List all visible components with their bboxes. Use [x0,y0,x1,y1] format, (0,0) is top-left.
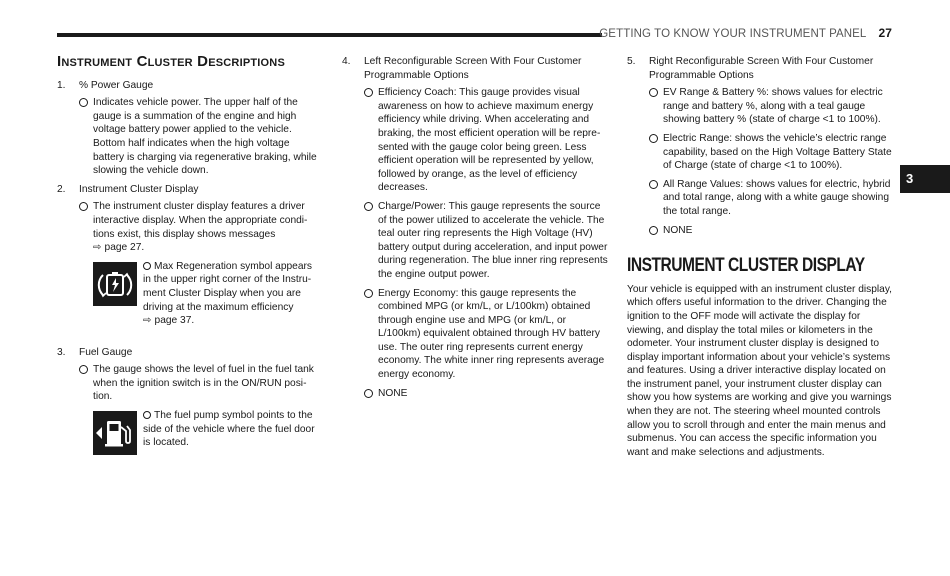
bullet-text: Efficiency Coach: This gauge provides visual awareness on how to achieve maximum energy efficiency while driving. When accelerating and braking, the most efficient operation will be repre-sented with the gauge color being green. Less efficient operation will be represented by yellow, followed by orange, as the level of efficiency decreases. [378,87,601,194]
bullet-text: The instrument cluster display features a driver interactive display. When the appropriate condi-tions exist, this display shows messages [93,201,308,240]
arrow-right-icon: ⇨ [93,242,102,254]
item-title: Left Reconfigurable Screen With Four Customer Programmable Options [364,56,582,81]
page-ref-text: page 27. [104,242,145,254]
item-title: Fuel Gauge [79,346,133,358]
item-title: Instrument Cluster Display [79,183,199,195]
bullet [79,200,322,254]
column-1 [57,55,322,463]
bullet-circle-icon [79,363,93,404]
item-number: 4. [342,56,351,67]
bullet [364,287,608,382]
icon-row-max-regeneration [93,260,322,328]
bullet [364,200,608,282]
bullet [79,363,322,404]
arrow-right-icon: ⇨ [143,315,152,327]
bullet-circle-icon [649,86,663,127]
chapter-tab: 3 [900,165,950,193]
list-item-4 [342,55,608,82]
page-reference[interactable] [93,241,322,255]
item-number: 2. [57,183,66,195]
bullet-text: Energy Economy: this gauge represents the combined MPG (or km/L, or L/100km) obtained through engine use and MPG (or km/L, or L/100km) equivalent obtained through HV battery use. The outer ring represents current energy economy. The white inner ring represents average energy economy. [378,287,605,381]
bullet-circle-icon [143,262,151,270]
bullet [649,86,893,127]
bullet-text: Charge/Power: This gauge represents the source of the power utilized to accelerate the vehicle. The teal outer ring represents the High Voltage (HV) battery output during acceleration, and input power during regeneration. The blue inner ring represents the engine output power. [378,200,608,280]
icon-row-fuel-pump [93,409,322,455]
bullet-circle-icon [364,86,378,195]
bullet-circle-icon [364,287,378,382]
top-rule [57,33,602,37]
bullet-circle-icon [79,200,93,254]
bullet-circle-icon [649,224,663,238]
item-number: 3. [57,346,66,358]
list-item-2 [57,183,322,197]
bullet [79,96,322,178]
fuel-pump-icon [93,411,137,455]
body-paragraph: Your vehicle is equipped with an instrument cluster display, which offers useful information to the driver. Changing the ignition to the OFF mode will activate the display for viewing, and display the total miles or kilometers in the odometer. Your instrument cluster display is designed to display important information about your vehicle’s systems and features. Using a driver interactive display located on the instrument panel, your instrument cluster display can show you how systems are working and give you warnings when they are not. The steering wheel mounted controls allow you to scroll through and enter the main menus and submenus. You can access the specific information you want and make selections and adjustments. [627,283,893,458]
bullet [649,178,893,219]
item-title: % Power Gauge [79,79,154,91]
running-title: GETTING TO KNOW YOUR INSTRUMENT PANEL [599,28,867,40]
item-title: Right Reconfigurable Screen With Four Customer Programmable Options [649,56,874,81]
list-item-5 [627,55,893,82]
bullet [649,224,893,238]
column-2 [342,55,608,405]
bullet-circle-icon [364,387,378,401]
bullet-text: EV Range & Battery %: shows values for electric range and battery %, along with a teal gauge showing battery % (state of charge <1 to 100%). [663,87,883,126]
page-ref-text: page 37. [154,315,195,327]
bullet-circle-icon [143,411,151,419]
bullet-text: Electric Range: shows the vehicle’s electric range capability, based on the High Voltage Battery State of Charge (state of charge <1 to 100%). [663,132,892,172]
max-regeneration-icon [93,262,137,306]
bullet-circle-icon [364,200,378,282]
column-3 [627,55,893,459]
icon-description: Max Regeneration symbol appears in the upper right corner of the Instru-ment Cluster Display when you are driving at the maximum efficiency [143,260,312,313]
section-title-cluster-display: INSTRUMENT CLUSTER DISPLAY [627,255,865,277]
bullet-circle-icon [649,178,663,219]
item-number: 1. [57,79,66,91]
running-header [599,26,892,40]
page-number: 27 [878,26,892,40]
bullet-text: NONE [378,387,408,399]
bullet-text: NONE [663,224,693,236]
bullet-text: The gauge shows the level of fuel in the fuel tank when the ignition switch is in the ON/RUN posi-tion. [93,364,314,403]
section-title-cluster-descriptions: Instrument Cluster Descriptions [57,53,285,70]
icon-description: The fuel pump symbol points to the side of the vehicle where the fuel door is located. [143,410,315,449]
bullet [649,132,893,173]
bullet [364,387,608,401]
list-item-1 [57,79,322,93]
bullet-text: All Range Values: shows values for electric, hybrid and total range, along with a white gauge showing the total range. [663,178,891,217]
list-item-3 [57,346,322,360]
bullet [364,86,608,195]
bullet-text: Indicates vehicle power. The upper half of the gauge is a summation of the engine and high voltage battery power applied to the vehicle. Bottom half indicates when the high voltage battery is charging via regenerative braking, while slowing the vehicle down. [93,97,317,177]
bullet-circle-icon [79,96,93,178]
item-number: 5. [627,56,636,67]
page-reference[interactable] [143,314,322,328]
bullet-circle-icon [649,132,663,173]
